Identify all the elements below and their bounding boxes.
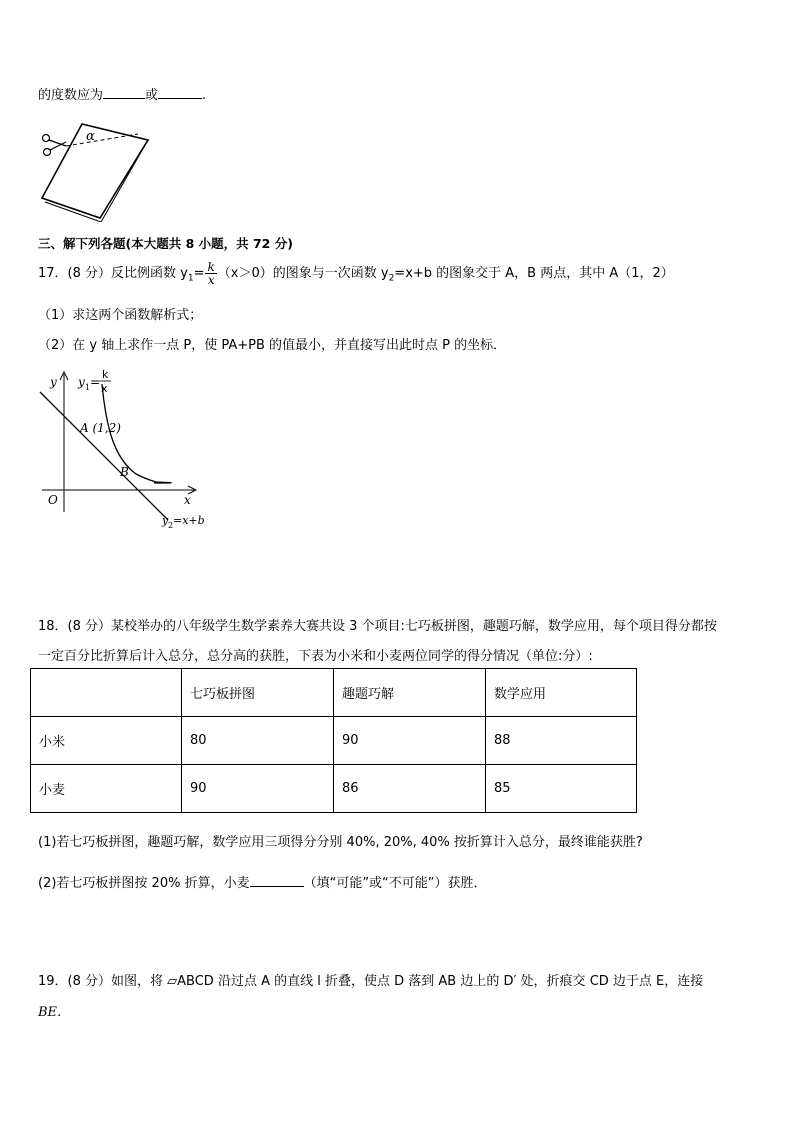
table-cell: 小米 [31, 717, 182, 765]
q18-part2: (2)若七巧板拼图按 20% 折算，小麦 （填“可能”或“不可能”）获胜． [38, 876, 487, 891]
answer-blank-2[interactable] [158, 86, 202, 99]
q18-stem-line2: 一定百分比折算后计入总分，总分高的获胜，下表为小米和小麦两位同学的得分情况（单位:分）: [38, 649, 593, 664]
fraction-k-over-x: $\frac{k}{x}$ [207, 260, 215, 287]
table-row [31, 717, 637, 765]
q17-stem: 17．(8 分）反比例函数 $y_1=$ $\frac{k}{x}$ （x＞0）的图象与一次函数 $y_2=x+b$ 的图象交于 A，B 两点，其中 A（1，2） [38, 260, 674, 287]
q18-part1: (1)若七巧板拼图，趣题巧解，数学应用三项得分分别 40%, 20%, 40% 按折算计入总分，最终谁能获胜? [38, 835, 643, 850]
table-row [31, 765, 637, 813]
table-header: 七巧板拼图 [182, 669, 334, 717]
q17-part2: （2）在 y 轴上求作一点 P，使 PA+PB 的值最小，并直接写出此时点 P 的坐标． [38, 338, 507, 353]
q17-part1: （1）求这两个函数解析式； [38, 308, 203, 323]
svg-text:k: k [102, 368, 109, 381]
q19-stem-line2: BE． [38, 1005, 71, 1020]
scissors-icon [43, 135, 67, 156]
svg-text:=x+b: =x+b [173, 514, 205, 527]
table-cell: 90 [334, 717, 486, 765]
table-cell: 80 [182, 717, 334, 765]
curve-label: y [78, 375, 85, 389]
alpha-label: α [86, 129, 95, 144]
paper-fold-figure [36, 114, 154, 222]
answer-blank-1[interactable] [103, 86, 145, 99]
q18-stem-line1: 18．(8 分）某校举办的八年级学生数学素养大赛共设 3 个项目:七巧板拼图，趣题巧解，数学应用，每个项目得分都按 [38, 619, 717, 634]
table-cell [31, 669, 182, 717]
point-b-label: B [120, 465, 129, 479]
svg-text:x: x [101, 382, 108, 395]
table-cell: 88 [486, 717, 637, 765]
table-header: 数学应用 [486, 669, 637, 717]
origin-label: O [48, 493, 58, 507]
point-a-label: A (1,2) [80, 421, 121, 435]
svg-text:y: y [50, 375, 57, 389]
function-graph [36, 362, 208, 534]
table-header-row [31, 669, 637, 717]
svg-text:2: 2 [168, 521, 174, 530]
answer-blank-3[interactable] [250, 874, 304, 887]
table-cell: 小麦 [31, 765, 182, 813]
q16-answer-line: 的度数应为 或 . [38, 88, 207, 103]
linear-function-line [40, 392, 168, 520]
table-cell: 85 [486, 765, 637, 813]
svg-text:1: 1 [85, 383, 91, 392]
score-table [30, 668, 637, 813]
section-heading: 三、解下列各题(本大题共 8 小题，共 72 分) [38, 236, 293, 251]
table-cell: 90 [182, 765, 334, 813]
table-header: 趣题巧解 [334, 669, 486, 717]
svg-text:=: = [90, 375, 101, 389]
line-label: y [162, 514, 169, 527]
table-cell: 86 [334, 765, 486, 813]
svg-text:x: x [184, 493, 191, 507]
q19-stem-line1: 19．(8 分）如图，将 ▱ABCD 沿过点 A 的直线 l 折叠，使点 D 落到 AB 边上的 D′ 处，折痕交 CD 边于点 E，连接 [38, 974, 704, 989]
